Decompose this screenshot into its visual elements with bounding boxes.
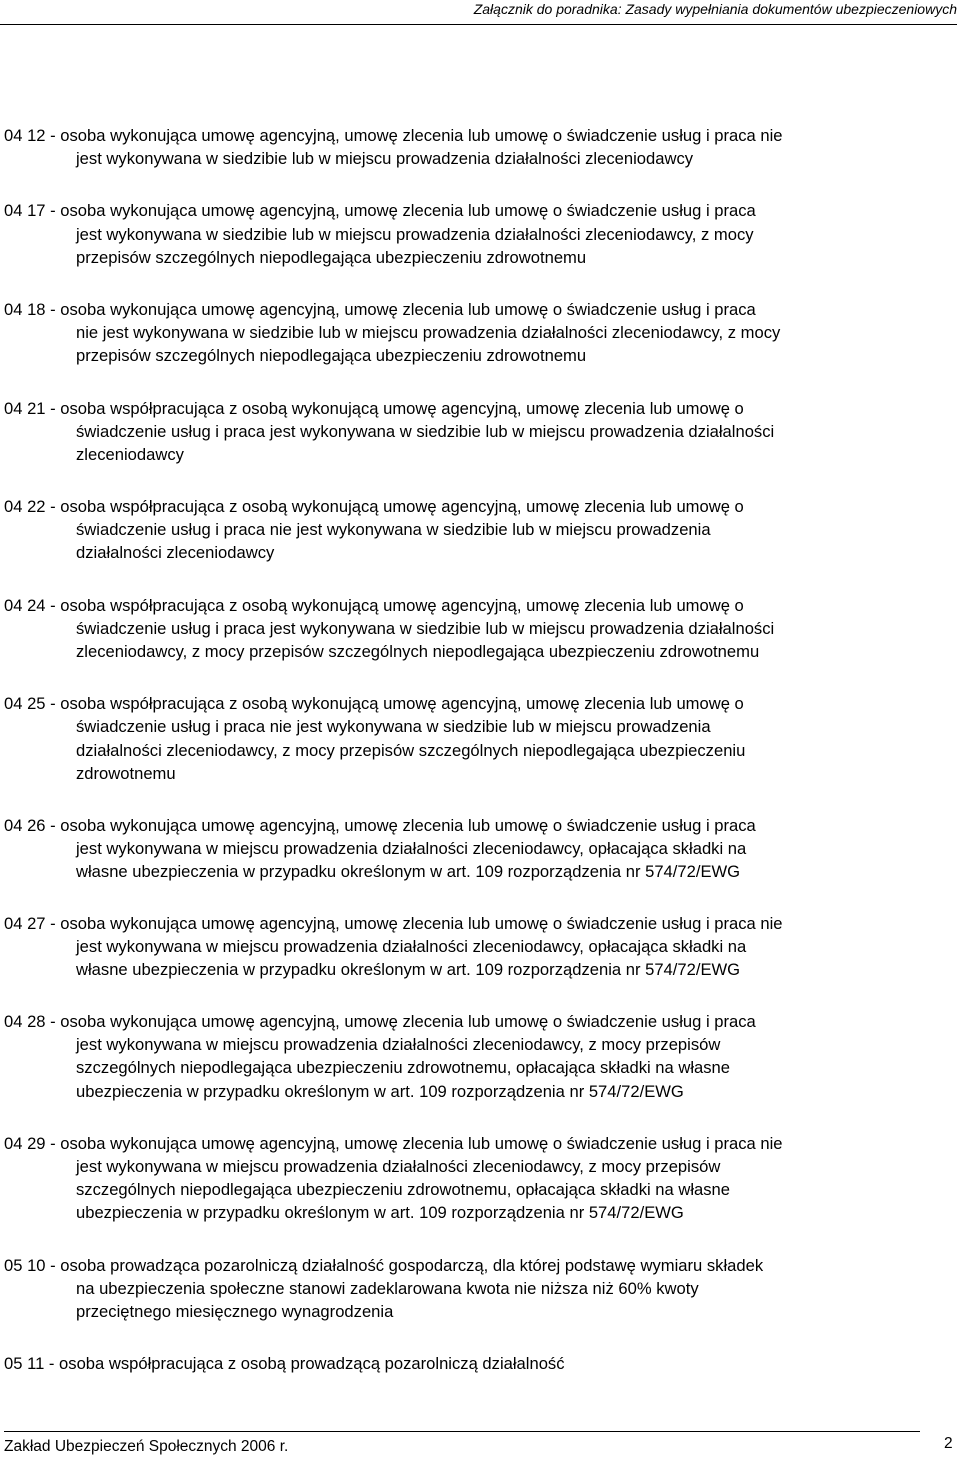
entry-code-line: 04 17 - osoba wykonująca umowę agencyjną, umowę zlecenia lub umowę o świadczenie usług i praca (4, 201, 756, 221)
entry-continuation-line: przepisów szczególnych niepodlegająca ubezpieczeniu zdrowotnemu (76, 346, 587, 366)
entry-continuation-line: szczególnych niepodlegająca ubezpieczeniu zdrowotnemu, opłacająca składki na własne (76, 1180, 731, 1200)
entry-code-line: 05 11 - osoba współpracująca z osobą prowadzącą pozarolniczą działalność (4, 1354, 565, 1374)
list-item (4, 594, 956, 664)
entry-continuation-line: ubezpieczenia w przypadku określonym w art. 109 rozporządzenia nr 574/72/EWG (76, 1203, 684, 1223)
entry-code-line: 04 22 - osoba współpracująca z osobą wykonującą umowę agencyjną, umowę zlecenia lub umowę o (4, 497, 744, 517)
entry-continuation-line: jest wykonywana w siedzibie lub w miejscu prowadzenia działalności zleceniodawcy (76, 149, 694, 169)
list-item (4, 1254, 956, 1324)
entry-code-line: 04 27 - osoba wykonująca umowę agencyjną, umowę zlecenia lub umowę o świadczenie usług i praca nie (4, 913, 783, 933)
entry-continuation-line: zdrowotnemu (76, 763, 176, 783)
list-item (4, 397, 956, 467)
entry-code-line: 04 21 - osoba współpracująca z osobą wykonującą umowę agencyjną, umowę zlecenia lub umowę o (4, 398, 744, 418)
entry-code-line: 04 26 - osoba wykonująca umowę agencyjną, umowę zlecenia lub umowę o świadczenie usług i praca (4, 815, 756, 835)
entry-code-line: 04 29 - osoba wykonująca umowę agencyjną, umowę zlecenia lub umowę o świadczenie usług i praca nie (4, 1133, 783, 1153)
entry-code-line: 04 12 - osoba wykonująca umowę agencyjną, umowę zlecenia lub umowę o świadczenie usług i praca nie (4, 126, 783, 145)
list-item (4, 124, 956, 170)
entry-continuation-line: szczególnych niepodlegająca ubezpieczeniu zdrowotnemu, opłacająca składki na własne (76, 1058, 731, 1078)
footer-text: Zakład Ubezpieczeń Społecznych 2006 r. (4, 1438, 289, 1455)
entry-continuation-line: jest wykonywana w miejscu prowadzenia działalności zleceniodawcy, z mocy przepisów (76, 1157, 721, 1176)
entry-code-line: 04 18 - osoba wykonująca umowę agencyjną, umowę zlecenia lub umowę o świadczenie usług i praca (4, 299, 756, 319)
list-item (4, 495, 956, 565)
entry-continuation-line: nie jest wykonywana w siedzibie lub w miejscu prowadzenia działalności zleceniodawcy, z mocy (76, 323, 781, 343)
list-item (4, 692, 956, 785)
entry-continuation-line: zleceniodawcy (76, 444, 184, 464)
entry-continuation-line: jest wykonywana w siedzibie lub w miejscu prowadzenia działalności zleceniodawcy, z mocy (76, 224, 754, 244)
entry-continuation-line: jest wykonywana w miejscu prowadzenia działalności zleceniodawcy, z mocy przepisów (76, 1035, 721, 1055)
entry-continuation-line: ubezpieczenia w przypadku określonym w art. 109 rozporządzenia nr 574/72/EWG (76, 1081, 684, 1101)
entry-code-line: 04 25 - osoba współpracująca z osobą wykonującą umowę agencyjną, umowę zlecenia lub umowę o (4, 694, 744, 714)
page-number: 2 (944, 1435, 953, 1452)
entry-continuation-line: własne ubezpieczenia w przypadku określonym w art. 109 rozporządzenia nr 574/72/EWG (76, 862, 741, 882)
list-item (4, 814, 956, 884)
entry-continuation-line: świadczenie usług i praca nie jest wykonywana w siedzibie lub w miejscu prowadzenia (76, 717, 711, 737)
header-title: Załącznik do poradnika: Zasady wypełniania dokumentów ubezpieczeniowych (473, 1, 957, 17)
entry-continuation-line: jest wykonywana w miejscu prowadzenia działalności zleceniodawcy, opłacająca składki na (76, 936, 747, 956)
list-item (4, 912, 956, 982)
entry-code-line: 05 10 - osoba prowadząca pozarolniczą działalność gospodarczą, dla której podstawę wymiaru składek (4, 1255, 764, 1275)
entry-code-line: 04 24 - osoba współpracująca z osobą wykonującą umowę agencyjną, umowę zlecenia lub umowę o (4, 595, 744, 615)
list-item (4, 199, 956, 269)
entry-code-line: 04 28 - osoba wykonująca umowę agencyjną, umowę zlecenia lub umowę o świadczenie usług i praca (4, 1012, 756, 1032)
entry-continuation-line: na ubezpieczenia społeczne stanowi zadeklarowana kwota nie niższa niż 60% kwoty (76, 1278, 699, 1298)
list-item (4, 1010, 956, 1103)
list-item (4, 298, 956, 368)
entry-continuation-line: świadczenie usług i praca jest wykonywana w siedzibie lub w miejscu prowadzenia działalności (76, 618, 775, 638)
entry-continuation-line: przeciętnego miesięcznego wynagrodzenia (76, 1301, 394, 1321)
entry-continuation-line: zleceniodawcy, z mocy przepisów szczególnych niepodlegająca ubezpieczeniu zdrowotnemu (76, 642, 760, 661)
code-list (4, 95, 956, 1375)
footer-divider (4, 1431, 920, 1432)
list-item (4, 1352, 956, 1375)
entry-continuation-line: przepisów szczególnych niepodlegająca ubezpieczeniu zdrowotnemu (76, 247, 587, 267)
entry-continuation-line: świadczenie usług i praca nie jest wykonywana w siedzibie lub w miejscu prowadzenia (76, 520, 711, 540)
entry-continuation-line: własne ubezpieczenia w przypadku określonym w art. 109 rozporządzenia nr 574/72/EWG (76, 959, 741, 979)
entry-continuation-line: świadczenie usług i praca jest wykonywana w siedzibie lub w miejscu prowadzenia działalności (76, 421, 775, 441)
list-item (4, 1132, 956, 1225)
entry-continuation-line: jest wykonywana w miejscu prowadzenia działalności zleceniodawcy, opłacająca składki na (76, 839, 747, 859)
page-header (0, 0, 957, 25)
entry-continuation-line: działalności zleceniodawcy (76, 543, 275, 563)
entry-continuation-line: działalności zleceniodawcy, z mocy przepisów szczególnych niepodlegająca ubezpieczeniu (76, 740, 746, 760)
